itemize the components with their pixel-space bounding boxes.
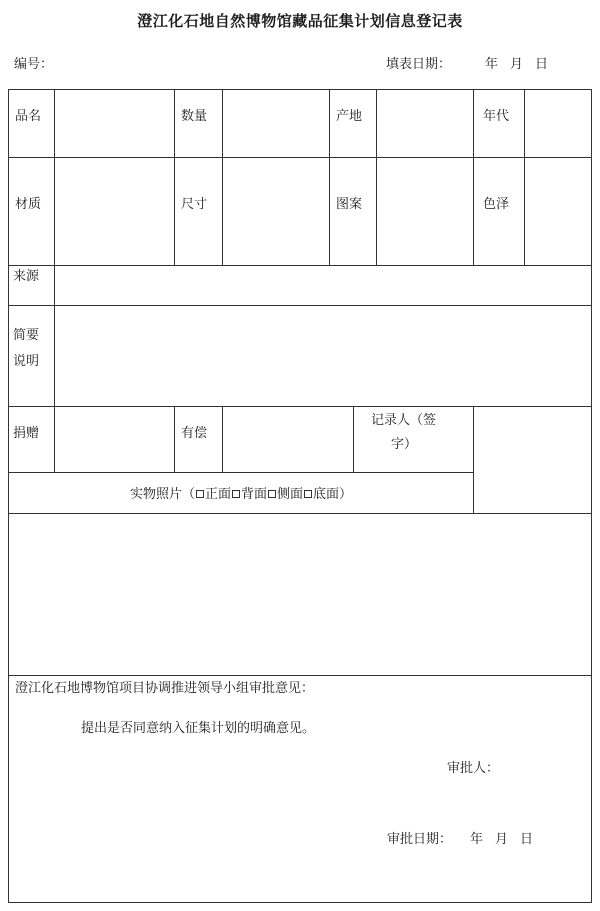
row-divider xyxy=(9,675,591,676)
label-material: 材质 xyxy=(15,197,42,212)
approver-label: 审批人： xyxy=(447,761,500,776)
front-label: 正面 xyxy=(204,487,231,502)
label-origin: 产地 xyxy=(336,109,363,124)
col-divider xyxy=(376,90,377,265)
fill-date-field[interactable] xyxy=(386,53,548,72)
approval-date xyxy=(387,830,533,850)
label-source: 来源 xyxy=(13,269,40,284)
back-label: 背面 xyxy=(240,487,267,502)
bottom-checkbox[interactable] xyxy=(304,490,312,498)
col-divider xyxy=(222,406,223,472)
fill-date-year: 年 xyxy=(485,57,499,72)
photo-suffix: ） xyxy=(339,487,353,502)
row-divider xyxy=(9,305,591,306)
label-recorder-2: 字） xyxy=(391,437,418,452)
photo-prefix: 实物照片（ xyxy=(129,487,195,502)
row-divider xyxy=(9,157,591,158)
approval-year: 年 xyxy=(470,832,484,847)
col-divider xyxy=(353,406,354,472)
form-title: 澄江化石地自然博物馆藏品征集计划信息登记表 xyxy=(137,12,463,30)
col-divider xyxy=(473,406,474,513)
approval-day: 日 xyxy=(520,832,534,847)
label-recorder-1: 记录人（签 xyxy=(371,413,437,428)
side-label: 侧面 xyxy=(277,487,304,502)
label-description-1: 简要 xyxy=(13,328,40,343)
side-checkbox[interactable] xyxy=(268,490,276,498)
approval-date-label: 审批日期： xyxy=(387,832,453,847)
number-label: 编号： xyxy=(14,57,54,72)
label-quantity: 数量 xyxy=(181,109,208,124)
approval-heading: 澄江化石地博物馆项目协调推进领导小组审批意见： xyxy=(15,681,315,696)
photo-options xyxy=(9,483,473,502)
col-divider xyxy=(174,90,175,265)
label-paid: 有偿 xyxy=(181,426,208,441)
label-pattern: 图案 xyxy=(336,197,363,212)
label-description-2: 说明 xyxy=(13,354,40,369)
row-divider xyxy=(9,472,473,473)
bottom-label: 底面 xyxy=(313,487,340,502)
row-divider xyxy=(9,265,591,266)
label-name: 品名 xyxy=(15,109,42,124)
registration-table xyxy=(8,89,592,903)
label-size: 尺寸 xyxy=(181,197,208,212)
col-divider xyxy=(329,90,330,265)
col-divider xyxy=(174,406,175,472)
number-field[interactable] xyxy=(14,53,53,72)
label-color: 色泽 xyxy=(483,197,510,212)
col-divider xyxy=(54,90,55,406)
approval-instruction: 提出是否同意纳入征集计划的明确意见。 xyxy=(81,721,316,736)
row-divider xyxy=(9,513,591,514)
row-divider xyxy=(9,406,591,407)
fill-date-day: 日 xyxy=(535,57,549,72)
label-era: 年代 xyxy=(483,109,510,124)
col-divider xyxy=(473,90,474,265)
fill-date-month: 月 xyxy=(510,57,524,72)
col-divider xyxy=(54,406,55,472)
back-checkbox[interactable] xyxy=(232,490,240,498)
col-divider xyxy=(524,90,525,265)
label-donation: 捐赠 xyxy=(13,426,40,441)
col-divider xyxy=(222,90,223,265)
front-checkbox[interactable] xyxy=(196,490,204,498)
fill-date-label: 填表日期： xyxy=(386,57,452,72)
approval-month: 月 xyxy=(495,832,509,847)
